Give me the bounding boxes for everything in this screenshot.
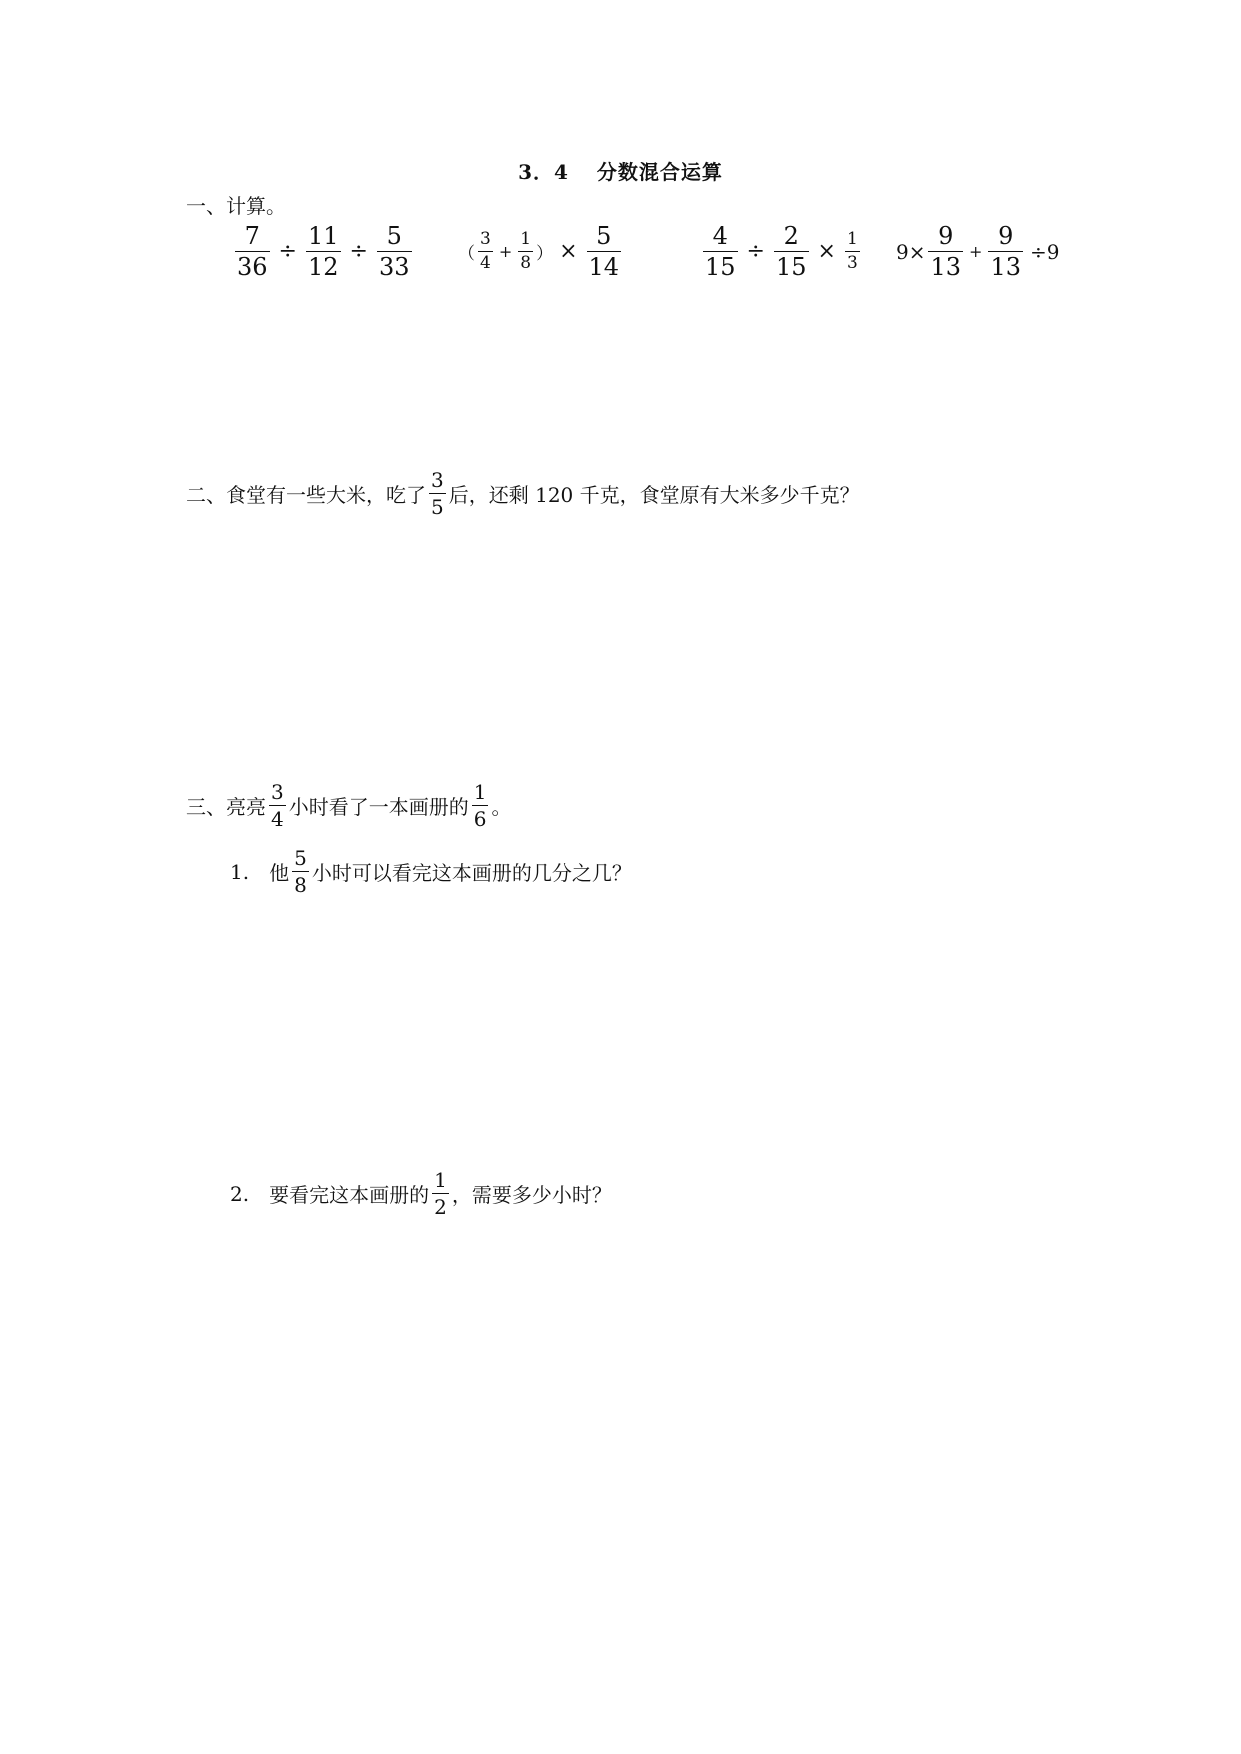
- fraction: [928, 224, 963, 279]
- denominator: 14: [588, 253, 620, 281]
- denominator: 12: [307, 253, 339, 281]
- numerator: 11: [307, 222, 339, 250]
- fraction: [703, 224, 738, 279]
- numerator: 2: [783, 222, 799, 250]
- numerator: 1: [473, 780, 487, 804]
- fraction: [377, 224, 412, 279]
- denominator: 5: [431, 495, 444, 519]
- operator: ×: [559, 239, 578, 264]
- denominator: 4: [271, 807, 284, 831]
- subquestion-index: 2.: [230, 1181, 250, 1206]
- numerator: 5: [596, 222, 612, 250]
- numerator: 4: [712, 222, 728, 250]
- fraction: [774, 224, 809, 279]
- numerator: 3: [271, 780, 284, 804]
- fraction: [432, 1170, 449, 1217]
- denominator: 15: [705, 253, 736, 281]
- open-paren: （: [458, 244, 475, 264]
- fraction: [269, 782, 286, 829]
- denominator: 33: [378, 253, 410, 281]
- fraction: [518, 231, 533, 272]
- section3-subquestion-2: 2. 要看完这本画册的 $\frac{1}{2}$ ，需要多少小时？: [230, 1168, 612, 1219]
- numerator: 9: [998, 222, 1014, 250]
- numerator: 3: [480, 229, 491, 249]
- fraction: [292, 848, 309, 895]
- denominator: 13: [990, 253, 1021, 281]
- numerator: 3: [431, 468, 444, 492]
- numerator: 1: [434, 1168, 447, 1192]
- fraction: [845, 231, 860, 272]
- fraction: [306, 224, 341, 279]
- title-number: 3．4: [518, 160, 569, 184]
- page-title: [0, 156, 1241, 185]
- denominator: 8: [294, 873, 307, 897]
- numerator: 9: [938, 222, 954, 250]
- fraction: [472, 782, 489, 829]
- fraction: [478, 231, 493, 272]
- expression-3: [700, 224, 863, 279]
- section1-heading: 一、计算。: [186, 194, 286, 218]
- numerator: 1: [520, 229, 532, 249]
- expression-lead: 9×: [896, 239, 926, 264]
- fraction: [235, 224, 270, 279]
- section2-question: 二、食堂有一些大米，吃了 $\frac{3}{5}$ 后，还剩 120 千克，食堂原有大米多少千克？: [186, 468, 860, 519]
- operator: ÷: [746, 239, 765, 264]
- fraction: [587, 224, 622, 279]
- numerator: 1: [846, 229, 858, 249]
- fraction: [988, 224, 1023, 279]
- denominator: 8: [520, 253, 532, 273]
- numerator: 5: [294, 846, 307, 870]
- denominator: 15: [775, 253, 807, 281]
- operator: +: [498, 242, 513, 261]
- close-paren: ）: [536, 244, 554, 264]
- title-text: 分数混合运算: [596, 160, 723, 184]
- expression-4: [896, 224, 1059, 279]
- fraction: [429, 470, 446, 517]
- section3-subquestion-1: 1. 他 $\frac{5}{8}$ 小时可以看完这本画册的几分之几？: [230, 846, 632, 897]
- denominator: 36: [237, 253, 268, 281]
- denominator: 6: [473, 807, 487, 831]
- numerator: 7: [244, 222, 260, 250]
- operator: ×: [817, 239, 836, 264]
- subquestion-index: 1.: [230, 859, 250, 884]
- operator: +: [969, 242, 983, 261]
- denominator: 3: [846, 253, 858, 273]
- section3-question: 三、亮亮 $\frac{3}{4}$ 小时看了一本画册的 $\frac{1}{6}$ 。: [186, 780, 512, 831]
- numerator: 5: [386, 222, 402, 250]
- expression-2: [458, 224, 624, 279]
- expression-tail: ÷9: [1029, 239, 1060, 264]
- denominator: 13: [930, 253, 962, 281]
- denominator: 2: [434, 1195, 447, 1219]
- expression-1: [232, 224, 415, 279]
- denominator: 4: [480, 253, 491, 273]
- operator: ÷: [278, 239, 297, 264]
- operator: ÷: [349, 239, 368, 264]
